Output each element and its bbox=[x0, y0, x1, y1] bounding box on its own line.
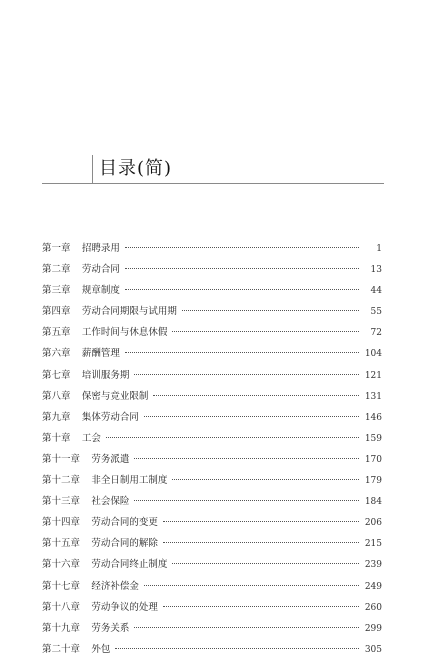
toc-entry[interactable] bbox=[42, 407, 382, 428]
toc-page-number: 104 bbox=[364, 349, 382, 360]
toc-page-number: 260 bbox=[364, 602, 382, 613]
toc-chapter-title: 非全日制用工制度 bbox=[91, 475, 168, 487]
toc-entry[interactable] bbox=[42, 554, 382, 575]
toc-page-number: 170 bbox=[364, 454, 382, 465]
toc-entry[interactable] bbox=[42, 491, 382, 512]
toc-chapter-number: 第十九章 bbox=[42, 622, 81, 634]
toc-page-number: 1 bbox=[376, 244, 382, 254]
toc-page-number: 159 bbox=[364, 433, 382, 444]
toc-dot-leader bbox=[134, 458, 359, 459]
toc-dot-leader bbox=[134, 374, 359, 375]
toc-chapter-title: 劳动合同的解除 bbox=[91, 538, 158, 550]
toc-chapter-title: 规章制度 bbox=[81, 285, 120, 297]
toc-dot-leader bbox=[172, 331, 359, 332]
toc-chapter-number: 第二章 bbox=[42, 264, 71, 276]
toc-entry[interactable] bbox=[42, 576, 382, 597]
toc-chapter-number: 第六章 bbox=[42, 348, 71, 360]
toc-entry[interactable] bbox=[42, 618, 382, 639]
toc-chapter-number: 第十三章 bbox=[42, 496, 81, 508]
toc-chapter-title: 经济补偿金 bbox=[91, 580, 139, 592]
page-title: 目录(简) bbox=[99, 158, 173, 179]
title-box bbox=[92, 155, 172, 183]
toc-chapter-title: 工会 bbox=[81, 432, 101, 444]
toc-chapter-number: 第十五章 bbox=[42, 538, 81, 550]
toc-chapter-title: 保密与竞业限制 bbox=[81, 390, 149, 402]
toc-chapter-title: 劳动合同 bbox=[81, 264, 120, 276]
header-rule bbox=[42, 183, 384, 184]
toc-page-number: 179 bbox=[364, 476, 382, 487]
toc-entry[interactable] bbox=[42, 639, 382, 660]
toc-page-number: 44 bbox=[370, 286, 382, 297]
toc-dot-leader bbox=[144, 585, 359, 586]
toc-chapter-number: 第十七章 bbox=[42, 580, 81, 592]
toc-chapter-title: 劳动争议的处理 bbox=[91, 601, 158, 613]
toc-page-number: 215 bbox=[364, 539, 382, 550]
toc-entry[interactable] bbox=[42, 280, 382, 301]
toc-chapter-title: 工作时间与休息休假 bbox=[81, 327, 168, 339]
toc-page-number: 55 bbox=[370, 307, 382, 318]
toc-dot-leader bbox=[125, 352, 359, 353]
toc-dot-leader bbox=[134, 627, 359, 628]
toc-entry[interactable] bbox=[42, 259, 382, 280]
toc-entry[interactable] bbox=[42, 470, 382, 491]
toc-page-number: 184 bbox=[364, 497, 382, 508]
toc-chapter-title: 薪酬管理 bbox=[81, 348, 120, 360]
toc-chapter-title: 集体劳动合同 bbox=[81, 411, 139, 423]
toc-chapter-title: 劳动合同期限与试用期 bbox=[81, 306, 177, 318]
toc-entry[interactable] bbox=[42, 512, 382, 533]
toc-entry[interactable] bbox=[42, 597, 382, 618]
toc-dot-leader bbox=[125, 247, 359, 248]
toc-entry[interactable] bbox=[42, 449, 382, 470]
toc-page-number: 239 bbox=[364, 560, 382, 571]
toc-chapter-title: 招聘录用 bbox=[81, 243, 120, 254]
toc-chapter-number: 第一章 bbox=[42, 243, 71, 254]
toc-page-number: 249 bbox=[364, 581, 382, 592]
toc-chapter-number: 第十一章 bbox=[42, 453, 81, 465]
toc-dot-leader bbox=[172, 563, 359, 564]
toc-page-number: 121 bbox=[364, 370, 382, 381]
toc-dot-leader bbox=[153, 395, 359, 396]
toc-entry[interactable] bbox=[42, 343, 382, 364]
toc-entry[interactable] bbox=[42, 386, 382, 407]
toc-chapter-number: 第十八章 bbox=[42, 601, 81, 613]
toc-chapter-number: 第五章 bbox=[42, 327, 71, 339]
toc-dot-leader bbox=[134, 500, 359, 501]
toc-chapter-number: 第四章 bbox=[42, 306, 71, 318]
toc-page-number: 131 bbox=[364, 391, 382, 402]
toc-entry[interactable] bbox=[42, 301, 382, 322]
toc-chapter-title: 劳务关系 bbox=[91, 622, 130, 634]
toc-chapter-number: 第七章 bbox=[42, 369, 71, 381]
toc-dot-leader bbox=[115, 648, 359, 649]
toc-chapter-number: 第三章 bbox=[42, 285, 71, 297]
toc-chapter-title: 劳动合同的变更 bbox=[91, 517, 158, 529]
toc-chapter-title: 社会保险 bbox=[91, 496, 130, 508]
toc-dot-leader bbox=[172, 479, 359, 480]
toc-page-number: 13 bbox=[370, 265, 382, 276]
toc-entry[interactable] bbox=[42, 322, 382, 343]
toc-page-number: 72 bbox=[370, 328, 382, 339]
toc-dot-leader bbox=[163, 606, 359, 607]
toc-dot-leader bbox=[125, 268, 359, 269]
toc-page-number: 206 bbox=[364, 518, 382, 529]
toc-entry[interactable] bbox=[42, 238, 382, 259]
toc-dot-leader bbox=[163, 542, 359, 543]
toc-page-number: 146 bbox=[364, 412, 382, 423]
toc-entry[interactable] bbox=[42, 533, 382, 554]
toc-chapter-number: 第八章 bbox=[42, 390, 71, 402]
toc-entry[interactable] bbox=[42, 365, 382, 386]
toc-dot-leader bbox=[106, 437, 359, 438]
toc-chapter-number: 第十章 bbox=[42, 432, 71, 444]
toc-chapter-title: 外包 bbox=[91, 643, 111, 655]
toc-chapter-title: 劳务派遣 bbox=[91, 453, 130, 465]
toc-entry[interactable] bbox=[42, 428, 382, 449]
toc-chapter-number: 第十四章 bbox=[42, 517, 81, 529]
toc-chapter-title: 培训服务期 bbox=[81, 369, 130, 381]
toc-dot-leader bbox=[163, 521, 359, 522]
toc-page-number: 305 bbox=[364, 644, 382, 655]
toc-chapter-title: 劳动合同终止制度 bbox=[91, 559, 168, 571]
toc-chapter-number: 第九章 bbox=[42, 411, 71, 423]
toc-dot-leader bbox=[182, 310, 359, 311]
toc-dot-leader bbox=[144, 416, 359, 417]
toc-chapter-number: 第十六章 bbox=[42, 559, 81, 571]
toc-chapter-number: 第十二章 bbox=[42, 475, 81, 487]
table-of-contents bbox=[42, 238, 382, 660]
toc-chapter-number: 第二十章 bbox=[42, 643, 81, 655]
toc-page-number: 299 bbox=[364, 623, 382, 634]
toc-dot-leader bbox=[125, 289, 359, 290]
